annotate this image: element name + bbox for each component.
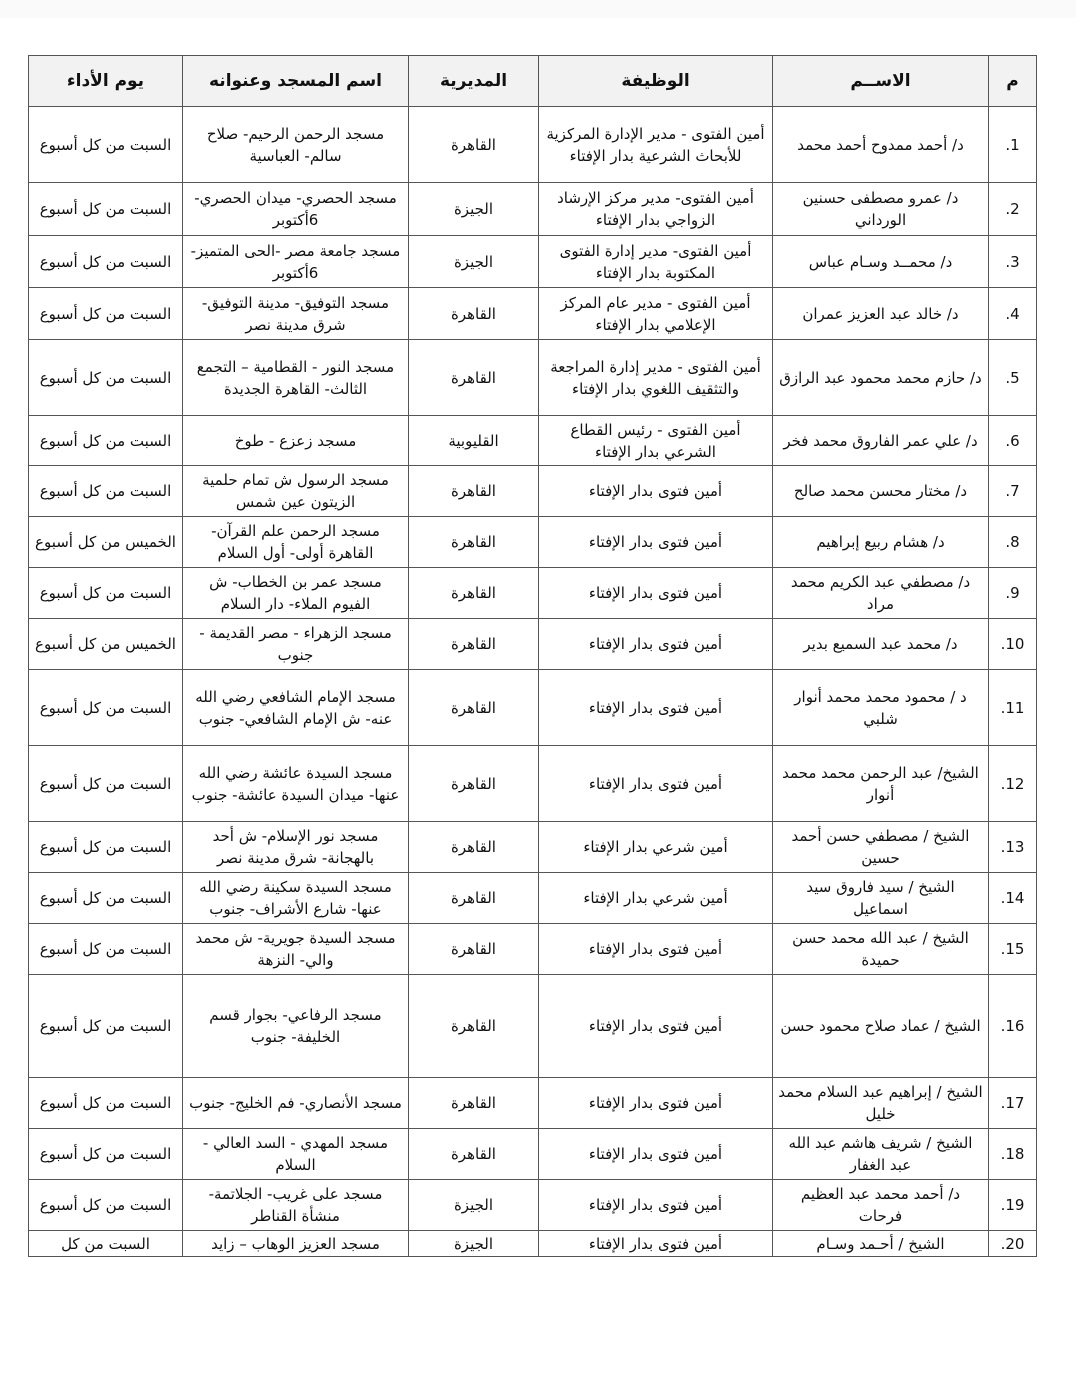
day-cell: السبت من كل أسبوع (29, 288, 183, 340)
name-cell: د/ محمــد وسـام عباس (773, 236, 989, 288)
header-directorate: المديرية (409, 56, 539, 107)
job-cell: أمين فتوى بدار الإفتاء (539, 670, 773, 746)
row-number: 2. (989, 183, 1037, 236)
header-job: الوظيفة (539, 56, 773, 107)
name-cell: الشيخ / شريف هاشم عبد الله عبد الغفار (773, 1129, 989, 1180)
job-cell: أمين فتوى بدار الإفتاء (539, 746, 773, 822)
directorate-cell: القاهرة (409, 568, 539, 619)
name-cell: د/ حازم محمد محمود عبد الرازق (773, 340, 989, 416)
day-cell: السبت من كل أسبوع (29, 1180, 183, 1231)
name-cell: الشيخ / عبد الله محمد حسن حميدة (773, 924, 989, 975)
day-cell: السبت من كل أسبوع (29, 924, 183, 975)
directorate-cell: الجيزة (409, 1180, 539, 1231)
header-row (29, 56, 1037, 107)
day-cell: السبت من كل أسبوع (29, 183, 183, 236)
job-cell: أمين الفتوى - مدير إدارة المراجعة والتثقيف اللغوي بدار الإفتاء (539, 340, 773, 416)
name-cell: د/ خالد عبد العزيز عمران (773, 288, 989, 340)
directorate-cell: القليوبية (409, 416, 539, 466)
table-row (29, 924, 1037, 975)
directorate-cell: القاهرة (409, 670, 539, 746)
directorate-cell: القاهرة (409, 822, 539, 873)
name-cell: الشيخ/ عبد الرحمن محمد محمد أنوار (773, 746, 989, 822)
table-row (29, 1180, 1037, 1231)
row-number: 1. (989, 107, 1037, 183)
mosque-cell: مسجد الرسول ش تمام حلمية الزيتون عين شمس (183, 466, 409, 517)
table-row (29, 1078, 1037, 1129)
directorate-cell: القاهرة (409, 517, 539, 568)
name-cell: د/ مصطفي عبد الكريم محمد مراد (773, 568, 989, 619)
directorate-cell: القاهرة (409, 288, 539, 340)
mosque-cell: مسجد الرحمن الرحيم- صلاح سالم- العباسية (183, 107, 409, 183)
name-cell: د / محمود محمد محمد أنوار شلبي (773, 670, 989, 746)
job-cell: أمين فتوى بدار الإفتاء (539, 1180, 773, 1231)
job-cell: أمين الفتوى- مدير إدارة الفتوى المكتوبة بدار الإفتاء (539, 236, 773, 288)
table-row (29, 975, 1037, 1078)
mosque-cell: مسجد السيدة سكينة رضي الله عنها- شارع الأشراف- جنوب (183, 873, 409, 924)
name-cell: د/ عمرو مصطفى حسنين الورداني (773, 183, 989, 236)
row-number: 3. (989, 236, 1037, 288)
table-body (29, 107, 1037, 1257)
job-cell: أمين فتوى بدار الإفتاء (539, 466, 773, 517)
directorate-cell: القاهرة (409, 1129, 539, 1180)
directorate-cell: الجيزة (409, 236, 539, 288)
row-number: 10. (989, 619, 1037, 670)
table-row (29, 619, 1037, 670)
table-row (29, 340, 1037, 416)
row-number: 20. (989, 1231, 1037, 1257)
name-cell: د/ أحمد محمد عبد العظيم فرحات (773, 1180, 989, 1231)
day-cell: السبت من كل أسبوع (29, 568, 183, 619)
mosque-cell: مسجد العزيز الوهاب – زايد (183, 1231, 409, 1257)
directorate-cell: الجيزة (409, 1231, 539, 1257)
table-row (29, 670, 1037, 746)
row-number: 13. (989, 822, 1037, 873)
job-cell: أمين فتوى بدار الإفتاء (539, 517, 773, 568)
row-number: 19. (989, 1180, 1037, 1231)
mosque-cell: مسجد الحصري- ميدان الحصري- 6أكتوبر (183, 183, 409, 236)
job-cell: أمين فتوى بدار الإفتاء (539, 1231, 773, 1257)
day-cell: السبت من كل أسبوع (29, 466, 183, 517)
mosque-cell: مسجد عمر بن الخطاب- ش الفيوم الملاء- دار السلام (183, 568, 409, 619)
name-cell: د/ علي عمر الفاروق محمد فخر (773, 416, 989, 466)
row-number: 15. (989, 924, 1037, 975)
row-number: 8. (989, 517, 1037, 568)
preachers-schedule-table (28, 55, 1037, 1257)
day-cell: السبت من كل أسبوع (29, 746, 183, 822)
header-day: يوم الأداء (29, 56, 183, 107)
job-cell: أمين الفتوى - مدير الإدارة المركزية للأبحاث الشرعية بدار الإفتاء (539, 107, 773, 183)
directorate-cell: القاهرة (409, 975, 539, 1078)
name-cell: الشيخ / عماد صلاح محمود حسن (773, 975, 989, 1078)
mosque-cell: مسجد الأنصاري- فم الخليج- جنوب (183, 1078, 409, 1129)
day-cell: السبت من كل أسبوع (29, 107, 183, 183)
table-row (29, 568, 1037, 619)
directorate-cell: القاهرة (409, 466, 539, 517)
mosque-cell: مسجد المهدي - السد العالي - السلام (183, 1129, 409, 1180)
day-cell: الخميس من كل أسبوع (29, 517, 183, 568)
job-cell: أمين فتوى بدار الإفتاء (539, 568, 773, 619)
day-cell: السبت من كل أسبوع (29, 416, 183, 466)
name-cell: د/ محمد عبد السميع بدير (773, 619, 989, 670)
row-number: 7. (989, 466, 1037, 517)
table-row (29, 873, 1037, 924)
table-row (29, 822, 1037, 873)
row-number: 17. (989, 1078, 1037, 1129)
mosque-cell: مسجد السيدة عائشة رضي الله عنها- ميدان السيدة عائشة- جنوب (183, 746, 409, 822)
day-cell: السبت من كل أسبوع (29, 873, 183, 924)
row-number: 16. (989, 975, 1037, 1078)
job-cell: أمين فتوى بدار الإفتاء (539, 1129, 773, 1180)
mosque-cell: مسجد السيدة جويرية- ش محمد والي- النزهة (183, 924, 409, 975)
table-row (29, 236, 1037, 288)
row-number: 6. (989, 416, 1037, 466)
table-row (29, 746, 1037, 822)
mosque-cell: مسجد الإمام الشافعي رضي الله عنه- ش الإمام الشافعي- جنوب (183, 670, 409, 746)
directorate-cell: القاهرة (409, 619, 539, 670)
day-cell: السبت من كل أسبوع (29, 236, 183, 288)
directorate-cell: القاهرة (409, 340, 539, 416)
row-number: 11. (989, 670, 1037, 746)
table-row (29, 416, 1037, 466)
directorate-cell: القاهرة (409, 107, 539, 183)
mosque-cell: مسجد على غريب- الجلاتمة- منشأة القناطر (183, 1180, 409, 1231)
directorate-cell: القاهرة (409, 924, 539, 975)
row-number: 4. (989, 288, 1037, 340)
name-cell: الشيخ / أحـمد وسـام (773, 1231, 989, 1257)
job-cell: أمين شرعي بدار الإفتاء (539, 822, 773, 873)
header-number: م (989, 56, 1037, 107)
day-cell: السبت من كل أسبوع (29, 1078, 183, 1129)
mosque-cell: مسجد نور الإسلام- ش أحد بالهجانة- شرق مدينة نصر (183, 822, 409, 873)
row-number: 5. (989, 340, 1037, 416)
table-row (29, 1231, 1037, 1257)
day-cell: السبت من كل (29, 1231, 183, 1257)
table-row (29, 183, 1037, 236)
job-cell: أمين فتوى بدار الإفتاء (539, 1078, 773, 1129)
table-row (29, 288, 1037, 340)
job-cell: أمين فتوى بدار الإفتاء (539, 924, 773, 975)
job-cell: أمين فتوى بدار الإفتاء (539, 975, 773, 1078)
table-row (29, 517, 1037, 568)
day-cell: السبت من كل أسبوع (29, 822, 183, 873)
job-cell: أمين شرعي بدار الإفتاء (539, 873, 773, 924)
job-cell: أمين الفتوى - رئيس القطاع الشرعي بدار الإفتاء (539, 416, 773, 466)
header-mosque: اسم المسجد وعنوانه (183, 56, 409, 107)
day-cell: السبت من كل أسبوع (29, 340, 183, 416)
name-cell: الشيخ / إبراهيم عبد السلام محمد خليل (773, 1078, 989, 1129)
directorate-cell: القاهرة (409, 746, 539, 822)
day-cell: السبت من كل أسبوع (29, 975, 183, 1078)
directorate-cell: القاهرة (409, 873, 539, 924)
mosque-cell: مسجد التوفيق- مدينة التوفيق- شرق مدينة نصر (183, 288, 409, 340)
name-cell: الشيخ / سيد فاروق سيد اسماعيل (773, 873, 989, 924)
table-row (29, 107, 1037, 183)
row-number: 9. (989, 568, 1037, 619)
top-strip (0, 0, 1076, 18)
job-cell: أمين فتوى بدار الإفتاء (539, 619, 773, 670)
job-cell: أمين الفتوى- مدير مركز الإرشاد الزواجي بدار الإفتاء (539, 183, 773, 236)
directorate-cell: القاهرة (409, 1078, 539, 1129)
directorate-cell: الجيزة (409, 183, 539, 236)
mosque-cell: مسجد الزهراء - مصر القديمة - جنوب (183, 619, 409, 670)
mosque-cell: مسجد زعزع - طوخ (183, 416, 409, 466)
header-name: الاســم (773, 56, 989, 107)
name-cell: د/ مختار محسن محمد صالح (773, 466, 989, 517)
mosque-cell: مسجد جامعة مصر -الحى المتميز- 6أكتوبر (183, 236, 409, 288)
table-row (29, 466, 1037, 517)
mosque-cell: مسجد الرفاعي- بجوار قسم الخليفة- جنوب (183, 975, 409, 1078)
mosque-cell: مسجد الرحمن علم القرآن- القاهرة أولى- أول السلام (183, 517, 409, 568)
day-cell: السبت من كل أسبوع (29, 1129, 183, 1180)
name-cell: الشيخ / مصطفي حسن أحمد حسين (773, 822, 989, 873)
name-cell: د/ أحمد ممدوح أحمد محمد (773, 107, 989, 183)
row-number: 18. (989, 1129, 1037, 1180)
row-number: 14. (989, 873, 1037, 924)
table-row (29, 1129, 1037, 1180)
mosque-cell: مسجد النور - القطامية – التجمع الثالث- القاهرة الجديدة (183, 340, 409, 416)
row-number: 12. (989, 746, 1037, 822)
job-cell: أمين الفتوى - مدير عام المركز الإعلامي بدار الإفتاء (539, 288, 773, 340)
name-cell: د/ هشام ربيع إبراهيم (773, 517, 989, 568)
day-cell: الخميس من كل أسبوع (29, 619, 183, 670)
day-cell: السبت من كل أسبوع (29, 670, 183, 746)
